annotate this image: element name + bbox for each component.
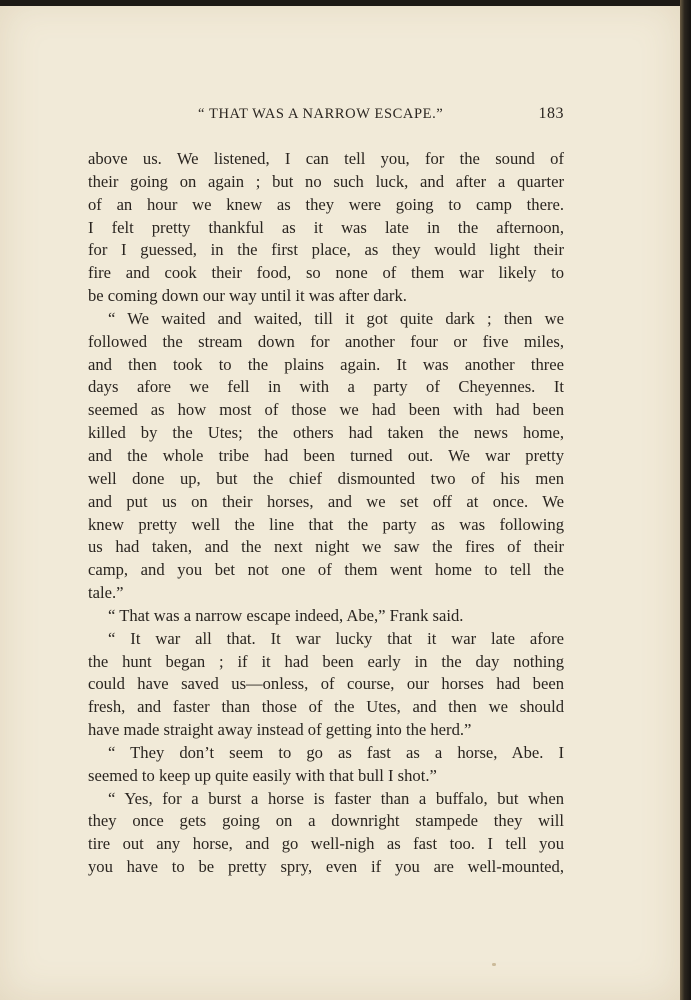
paper-speck: [492, 963, 496, 966]
page-header: [88, 106, 566, 126]
page-right-edge: [680, 0, 691, 1000]
text-line: and the whole tribe had been turned out. We war pretty: [88, 445, 564, 465]
text-line: “ That was a narrow escape indeed, Abe,” Frank said.: [108, 605, 464, 625]
text-line: camp, and you bet not one of them went home to tell the: [88, 560, 564, 580]
text-line: days afore we fell in with a party of Cheyennes. It: [88, 377, 564, 397]
body-text: [88, 148, 564, 879]
text-line: above us. We listened, I can tell you, for the sound of: [88, 149, 564, 168]
text-line: for I guessed, in the first place, as they would light their: [88, 240, 564, 260]
text-line: their going on again ; but no such luck, and after a quarter: [88, 171, 564, 191]
text-line: “ Yes, for a burst a horse is faster than a buffalo, but when: [108, 788, 564, 808]
text-line: fire and cook their food, so none of them war likely to: [88, 263, 564, 283]
text-line: knew pretty well the line that the party as was following: [88, 514, 564, 534]
text-line: “ They don’t seem to go as fast as a horse, Abe. I: [108, 742, 564, 762]
text-line: could have saved us—onless, of course, our horses had been: [88, 674, 564, 694]
text-line: you have to be pretty spry, even if you are well-mounted,: [88, 857, 564, 877]
text-line: us had taken, and the next night we saw the fires of their: [88, 537, 564, 557]
page-number: 183: [538, 105, 564, 122]
text-line: seemed to keep up quite easily with that bull I shot.”: [88, 765, 437, 785]
text-line: “ It war all that. It war lucky that it war late afore: [108, 628, 564, 648]
text-line: fresh, and faster than those of the Utes, and then we should: [88, 697, 564, 717]
text-line: tale.”: [88, 583, 124, 603]
text-line: killed by the Utes; the others had taken the news home,: [88, 423, 564, 443]
text-line: the hunt began ; if it had been early in the day nothing: [88, 651, 564, 671]
text-line: have made straight away instead of getting into the herd.”: [88, 720, 472, 740]
text-line: be coming down our way until it was after dark.: [88, 286, 407, 306]
text-line: they once gets going on a downright stampede they will: [88, 811, 564, 831]
text-line: and then took to the plains again. It was another three: [88, 354, 564, 374]
running-title: “ THAT WAS A NARROW ESCAPE.”: [198, 106, 444, 122]
text-line: “ We waited and waited, till it got quite dark ; then we: [108, 308, 564, 328]
text-line: well done up, but the chief dismounted two of his men: [88, 468, 564, 488]
text-line: of an hour we knew as they were going to camp there.: [88, 194, 564, 214]
text-line: seemed as how most of those we had been with had been: [88, 400, 564, 420]
text-line: I felt pretty thankful as it was late in the afternoon,: [88, 217, 564, 237]
text-line: tire out any horse, and go well-nigh as fast too. I tell you: [88, 834, 564, 854]
text-line: and put us on their horses, and we set off at once. We: [88, 491, 564, 511]
page-top-edge: [0, 0, 691, 6]
text-line: followed the stream down for another four or five miles,: [88, 331, 564, 351]
